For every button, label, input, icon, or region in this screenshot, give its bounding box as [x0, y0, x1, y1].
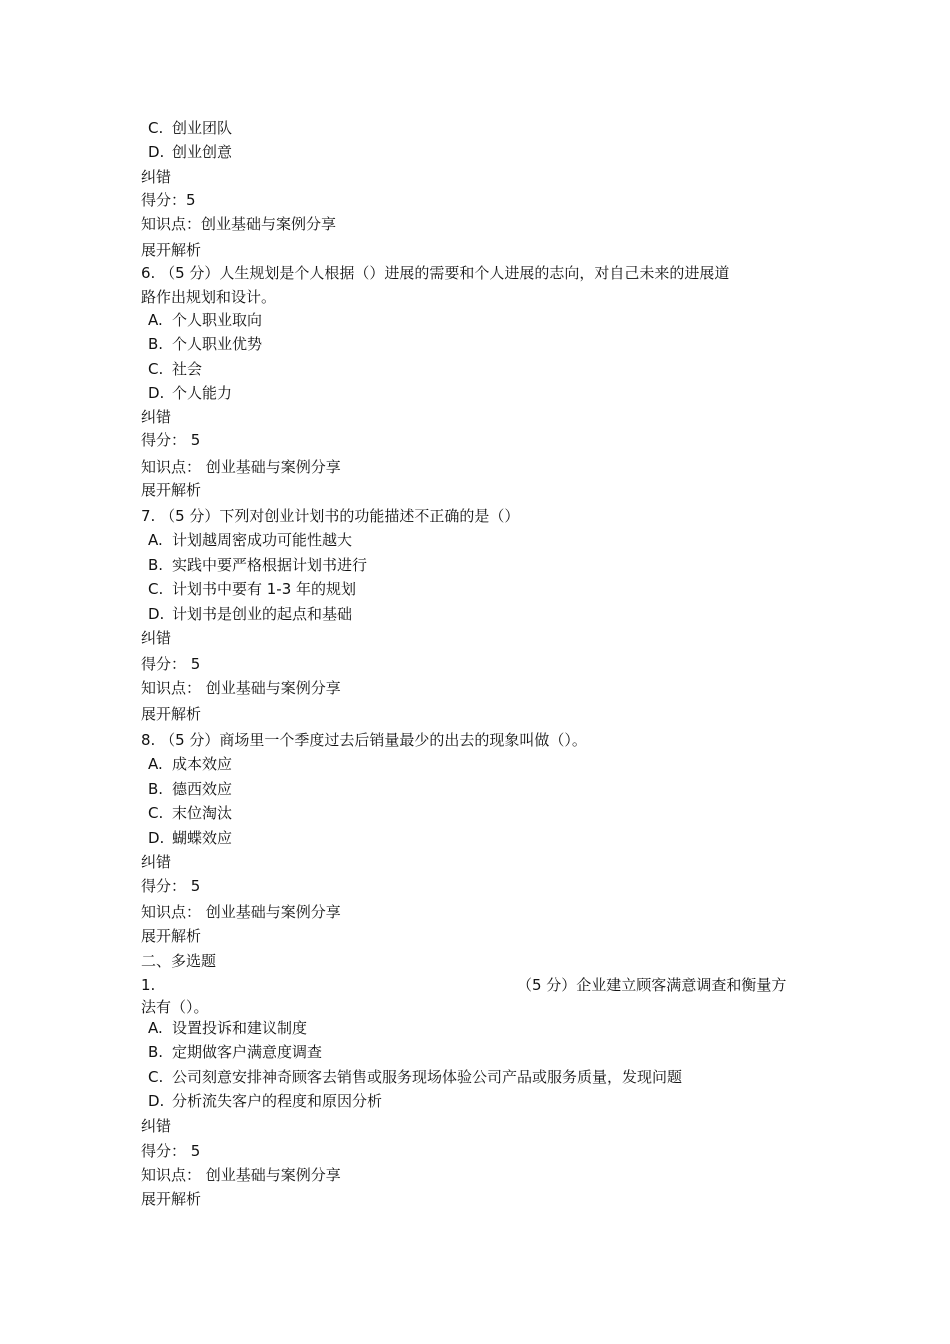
- section-heading: 二、多选题: [141, 952, 217, 970]
- expand-analysis-link[interactable]: 展开解析: [141, 481, 202, 499]
- q6-option-c[interactable]: [148, 359, 202, 379]
- m1-option-a[interactable]: [148, 1018, 307, 1038]
- option-text: 实践中要严格根据计划书进行: [172, 556, 368, 574]
- option-letter: D.: [148, 829, 165, 847]
- option-letter: B.: [148, 556, 164, 574]
- option-text: 蝴蝶效应: [172, 829, 233, 847]
- option-text: 公司刻意安排神奇顾客去销售或服务现场体验公司产品或服务质量，发现问题: [172, 1068, 683, 1086]
- option-letter: A.: [148, 531, 163, 549]
- option-c[interactable]: [148, 118, 232, 138]
- q6-option-a[interactable]: [148, 310, 262, 330]
- q7-option-a[interactable]: [148, 530, 352, 550]
- option-letter: B.: [148, 335, 164, 353]
- mq-1-number: 1.: [141, 976, 156, 994]
- q8-option-d[interactable]: [148, 828, 232, 848]
- option-text: 分析流失客户的程度和原因分析: [172, 1092, 383, 1110]
- q6-option-d[interactable]: [148, 383, 232, 403]
- m1-option-c[interactable]: [148, 1067, 682, 1087]
- option-text: 社会: [172, 360, 203, 378]
- option-text: 末位淘汰: [172, 804, 233, 822]
- mq-1-text-cont: 法有（）。: [141, 998, 209, 1016]
- option-text: 计划书中要有 1-3 年的规划: [172, 580, 357, 598]
- report-error-link[interactable]: 纠错: [141, 168, 172, 186]
- option-letter: C.: [148, 119, 164, 137]
- option-text: 成本效应: [172, 755, 233, 773]
- question-8-text: 8. （5 分）商场里一个季度过去后销量最少的出去的现象叫做（）。: [141, 731, 587, 749]
- m1-option-d[interactable]: [148, 1091, 382, 1111]
- report-error-link[interactable]: 纠错: [141, 408, 172, 426]
- option-letter: C.: [148, 804, 164, 822]
- option-text: 计划书是创业的起点和基础: [172, 605, 353, 623]
- score-text: 得分： 5: [141, 1142, 201, 1160]
- q7-option-d[interactable]: [148, 604, 352, 624]
- score-text: 得分： 5: [141, 431, 201, 449]
- report-error-link[interactable]: 纠错: [141, 853, 172, 871]
- option-letter: A.: [148, 1019, 163, 1037]
- option-letter: D.: [148, 143, 165, 161]
- option-letter: C.: [148, 580, 164, 598]
- option-letter: D.: [148, 605, 165, 623]
- q8-option-b[interactable]: [148, 779, 232, 799]
- q8-option-a[interactable]: [148, 754, 232, 774]
- option-text: 个人职业优势: [172, 335, 263, 353]
- option-letter: C.: [148, 1068, 164, 1086]
- question-6-text: 6. （5 分）人生规划是个人根据（）进展的需要和个人进展的志向，对自己未来的进展道: [141, 264, 730, 282]
- option-letter: D.: [148, 1092, 165, 1110]
- score-text: 得分：5: [141, 191, 196, 209]
- option-text: 创业创意: [172, 143, 233, 161]
- expand-analysis-link[interactable]: 展开解析: [141, 241, 202, 259]
- option-letter: B.: [148, 780, 164, 798]
- knowledge-point: 知识点： 创业基础与案例分享: [141, 458, 341, 476]
- option-d[interactable]: [148, 142, 232, 162]
- knowledge-point: 知识点： 创业基础与案例分享: [141, 903, 341, 921]
- score-text: 得分： 5: [141, 877, 201, 895]
- option-text: 德西效应: [172, 780, 233, 798]
- knowledge-point: 知识点： 创业基础与案例分享: [141, 679, 341, 697]
- option-text: 创业团队: [172, 119, 233, 137]
- knowledge-point: 知识点： 创业基础与案例分享: [141, 1166, 341, 1184]
- expand-analysis-link[interactable]: 展开解析: [141, 705, 202, 723]
- report-error-link[interactable]: 纠错: [141, 1117, 172, 1135]
- option-text: 定期做客户满意度调查: [172, 1043, 323, 1061]
- option-letter: A.: [148, 311, 163, 329]
- q8-option-c[interactable]: [148, 803, 232, 823]
- option-text: 个人职业取向: [172, 311, 263, 329]
- q7-option-b[interactable]: [148, 555, 367, 575]
- question-6-text-cont: 路作出规划和设计。: [141, 288, 277, 306]
- expand-analysis-link[interactable]: 展开解析: [141, 1190, 202, 1208]
- m1-option-b[interactable]: [148, 1042, 322, 1062]
- option-letter: A.: [148, 755, 163, 773]
- report-error-link[interactable]: 纠错: [141, 629, 172, 647]
- knowledge-point: 知识点：创业基础与案例分享: [141, 215, 337, 233]
- option-text: 计划越周密成功可能性越大: [172, 531, 353, 549]
- option-text: 个人能力: [172, 384, 233, 402]
- option-text: 设置投诉和建议制度: [172, 1019, 308, 1037]
- q7-option-c[interactable]: [148, 579, 356, 599]
- option-letter: D.: [148, 384, 165, 402]
- option-letter: C.: [148, 360, 164, 378]
- question-7-text: 7. （5 分）下列对创业计划书的功能描述不正确的是（）: [141, 507, 520, 525]
- score-text: 得分： 5: [141, 655, 201, 673]
- option-letter: B.: [148, 1043, 164, 1061]
- q6-option-b[interactable]: [148, 334, 262, 354]
- mq-1-text: （5 分）企业建立顾客满意调查和衡量方: [517, 976, 787, 994]
- expand-analysis-link[interactable]: 展开解析: [141, 927, 202, 945]
